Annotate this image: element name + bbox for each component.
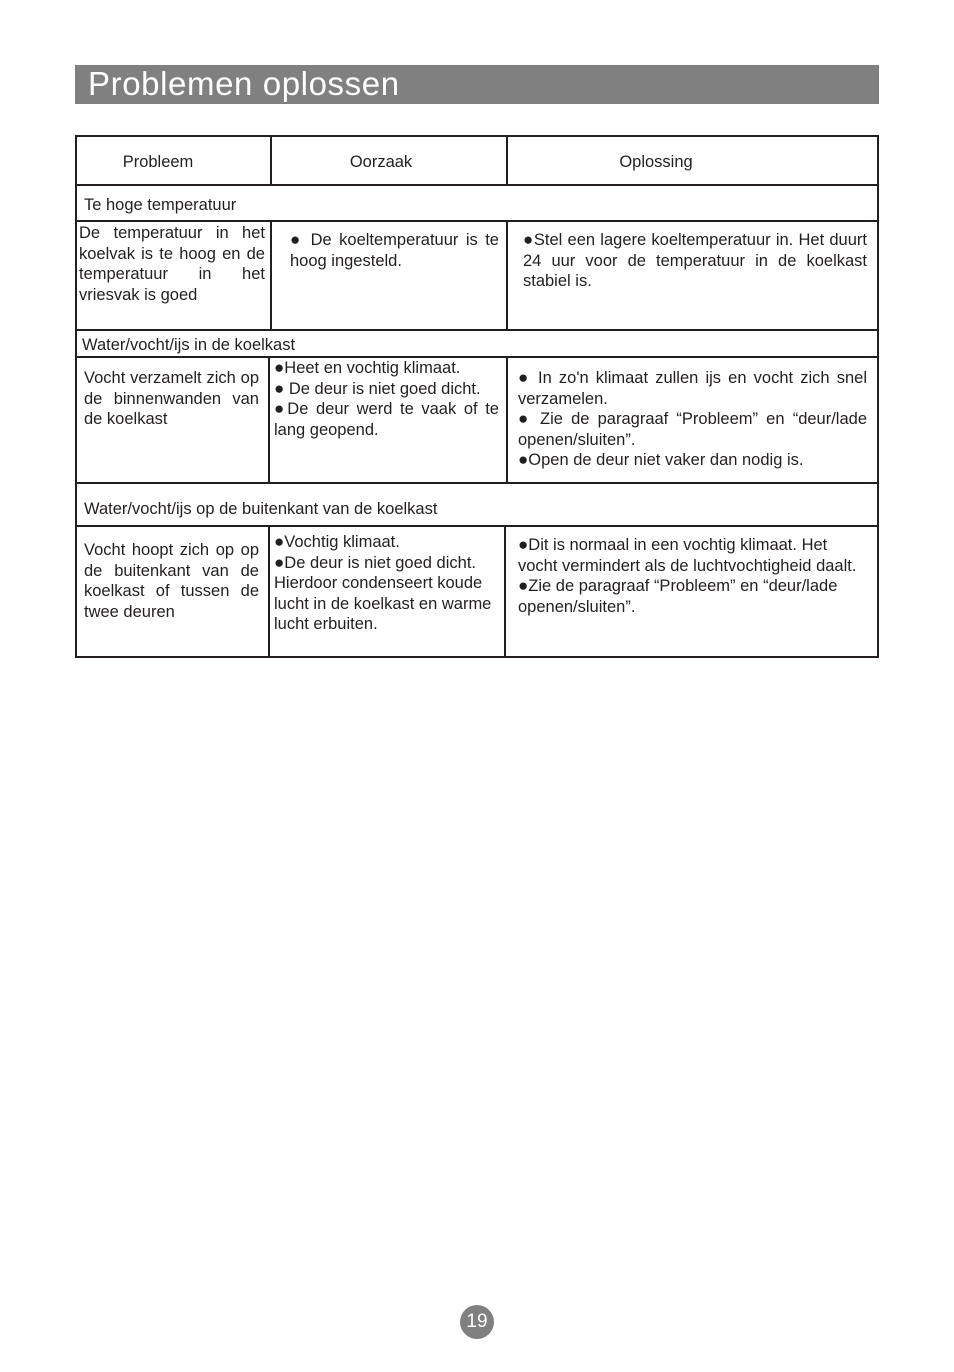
section-rule [75, 220, 879, 222]
solution-item: ● In zo'n klimaat zullen ijs en vocht zich snel verzamelen. [518, 368, 867, 408]
cause-cell [290, 230, 499, 271]
solution-item: ●Open de deur niet vaker dan nodig is. [518, 450, 804, 470]
cause-item: ● De deur is niet goed dicht. [274, 378, 481, 398]
solution-item: ●Zie de paragraaf “Probleem” en “deur/lade openen/sluiten”. [518, 576, 838, 616]
section-rule [75, 329, 879, 331]
bullet-icon: ● [274, 552, 285, 572]
section-heading: Water/vocht/ijs op de buitenkant van de koelkast [84, 500, 438, 518]
bullet-icon: ● [518, 576, 529, 596]
bullet-icon: ● [290, 230, 304, 249]
column-divider [270, 220, 272, 331]
problem-cell: De temperatuur in het koelvak is te hoog en de temperatuur in het vriesvak is goed [79, 224, 265, 304]
section-rule [75, 482, 879, 484]
header-rule [75, 184, 879, 186]
problem-cell: Vocht hoopt zich op op de buitenkant van de koelkast of tussen de twee deuren [84, 541, 259, 621]
column-divider [504, 525, 506, 658]
bullet-icon: ● [274, 399, 288, 419]
column-divider [268, 525, 270, 658]
column-divider [506, 220, 508, 331]
column-header: Oorzaak [349, 153, 413, 171]
bullet-icon: ● [274, 532, 285, 551]
column-divider [506, 356, 508, 484]
bullet-icon: ● [274, 358, 285, 377]
column-header: Probleem [122, 153, 194, 171]
page-title: Problemen oplossen [88, 65, 400, 102]
section-heading: Te hoge temperatuur [84, 196, 237, 214]
solution-cell [523, 230, 867, 292]
column-divider [268, 356, 270, 484]
solution-item: ● Zie de paragraaf “Probleem” en “deur/lade openen/sluiten”. [518, 409, 867, 449]
bullet-icon: ● [274, 378, 285, 398]
cause-item: ●De deur is niet goed dicht. Hierdoor condenseert koude lucht in de koelkast en warme lucht erbuiten. [274, 552, 492, 634]
column-header: Oplossing [619, 153, 693, 171]
title-bar [75, 65, 879, 104]
cause-cell [274, 358, 499, 440]
section-heading: Water/vocht/ijs in de koelkast [82, 336, 296, 354]
solution-cell [518, 535, 858, 617]
bullet-icon: ● [518, 409, 532, 429]
bullet-icon: ● [518, 368, 531, 387]
bullet-icon: ● [518, 450, 529, 470]
cause-item: De koeltemperatuur is te hoog ingesteld. [290, 231, 499, 270]
bullet-icon: ● [523, 230, 534, 249]
bullet-icon: ● [518, 535, 529, 554]
page-number: 19 [460, 1305, 494, 1339]
problem-cell: Vocht verzamelt zich op de binnenwanden van de koelkast [84, 369, 259, 429]
cause-cell [274, 532, 500, 635]
cause-item: ●Heet en vochtig klimaat. [274, 358, 461, 377]
solution-cell [518, 368, 867, 471]
solution-item: ●Dit is normaal in een vochtig klimaat. Het vocht vermindert als de luchtvochtigheid daalt. [518, 535, 857, 575]
section-rule [75, 525, 879, 527]
solution-item: Stel een lagere koeltemperatuur in. Het duurt 24 uur voor de temperatuur in de koelkast stabiel is. [523, 231, 867, 291]
cause-item: ●Vochtig klimaat. [274, 532, 400, 551]
cause-item: ●De deur werd te vaak of te lang geopend. [274, 399, 499, 439]
